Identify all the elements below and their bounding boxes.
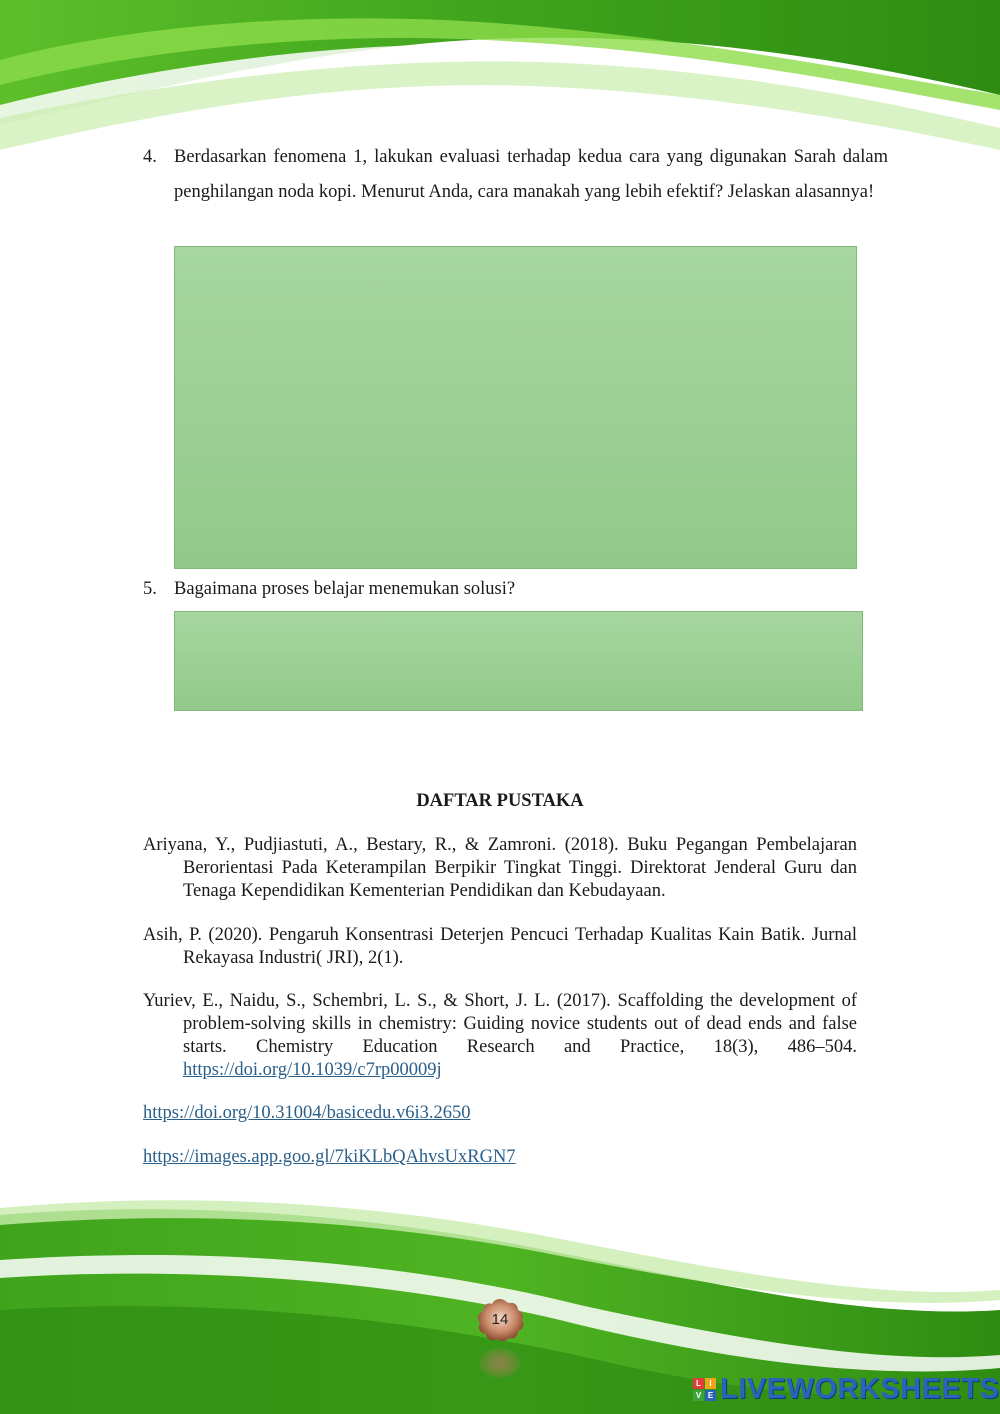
question-number: 5.	[143, 579, 157, 599]
badge-reflection	[479, 1348, 521, 1378]
reference-entry	[143, 990, 857, 1082]
liveworksheets-wordmark: LIVEWORKSHEETS	[720, 1372, 1000, 1405]
reference-entry	[143, 924, 857, 970]
page-number: 14	[491, 1311, 509, 1328]
logo-letter: V	[693, 1390, 704, 1401]
question-4	[143, 140, 888, 209]
liveworksheets-icon	[693, 1378, 716, 1401]
answer-box-question-5[interactable]	[174, 611, 863, 711]
liveworksheets-logo[interactable]	[693, 1372, 999, 1406]
reference-text: Ariyana, Y., Pudjiastuti, A., Bestary, R., & Zamroni. (2018). Buku Pegangan Pembelajaran Berorientasi Pada Keterampilan Berpikir Tingkat Tinggi. Direktorat Jenderal Guru dan Tenaga Kependidikan Kementerian Pendidikan dan Kebudayaan.	[143, 835, 857, 901]
references-heading: DAFTAR PUSTAKA	[416, 791, 584, 811]
logo-letter: E	[705, 1390, 716, 1401]
reference-text: Asih, P. (2020). Pengaruh Konsentrasi Deterjen Pencuci Terhadap Kualitas Kain Batik. Jurnal Rekayasa Industri( JRI), 2(1).	[143, 925, 857, 968]
question-text: Berdasarkan fenomena 1, lakukan evaluasi terhadap kedua cara yang digunakan Sarah dalam penghilangan noda kopi. Menurut Anda, cara manakah yang lebih efektif? Jelaskan alasannya!	[174, 147, 888, 202]
answer-box-question-4[interactable]	[174, 246, 857, 569]
reference-entry	[143, 834, 857, 903]
page-number-badge	[473, 1296, 527, 1344]
reference-doi-link[interactable]: https://doi.org/10.1039/c7rp00009j	[183, 1060, 442, 1080]
question-5	[143, 572, 888, 607]
question-number: 4.	[143, 147, 157, 167]
question-text: Bagaimana proses belajar menemukan solusi?	[174, 579, 516, 599]
header-wave-decoration	[0, 0, 1000, 150]
reference-link[interactable]: https://doi.org/10.31004/basicedu.v6i3.2650	[143, 1103, 471, 1123]
reference-text: Yuriev, E., Naidu, S., Schembri, L. S., & Short, J. L. (2017). Scaffolding the development of problem-solving skills in chemistry: Guiding novice students out of dead ends and false starts. Chemistry Education Research and Practice, 18(3), 486–504.	[143, 991, 857, 1057]
logo-letter: I	[705, 1378, 716, 1389]
logo-letter: L	[693, 1378, 704, 1389]
reference-link[interactable]: https://images.app.goo.gl/7kiKLbQAhvsUxRGN7	[143, 1147, 516, 1167]
